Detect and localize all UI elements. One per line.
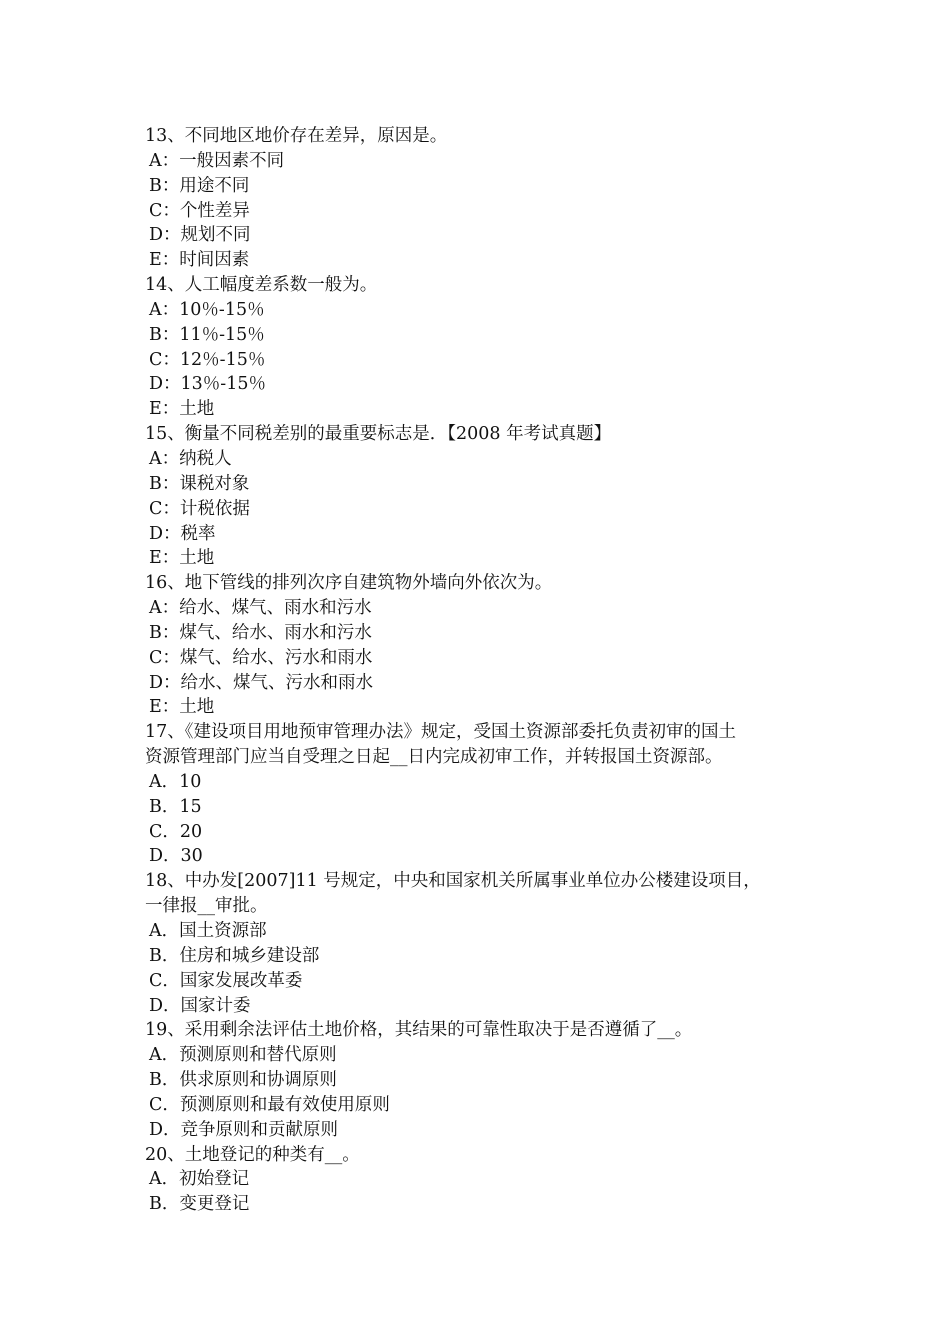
- question-16: 16、地下管线的排列次序自建筑物外墙向外依次为。: [145, 573, 553, 594]
- option-17-d: D．30: [149, 846, 203, 867]
- option-18-d: D．国家计委: [149, 995, 251, 1016]
- option-19-a: A．预测原则和替代原则: [149, 1045, 337, 1066]
- question-13: 13、不同地区地价存在差异，原因是。: [145, 126, 448, 146]
- option-18-c: C．国家发展改革委: [149, 970, 303, 991]
- option-16-d: D：给水、煤气、污水和雨水: [149, 672, 374, 693]
- question-18-line-1: 18、中办发[2007]11 号规定，中央和国家机关所属事业单位办公楼建设项目，: [145, 871, 761, 892]
- option-15-b: B：课税对象: [149, 473, 250, 494]
- option-16-c: C：煤气、给水、污水和雨水: [149, 647, 373, 668]
- option-14-c: C：12％-15％: [149, 349, 266, 370]
- option-13-e: E：时间因素: [149, 250, 250, 271]
- option-17-a: A．10: [149, 771, 202, 792]
- option-18-b: B．住房和城乡建设部: [149, 945, 320, 966]
- option-16-b: B：煤气、给水、雨水和污水: [149, 622, 372, 643]
- option-15-a: A：纳税人: [149, 448, 232, 469]
- option-14-a: A：10％-15％: [149, 299, 265, 320]
- question-18-line-2: 一律报__审批。: [145, 896, 268, 917]
- option-15-c: C：计税依据: [149, 498, 250, 519]
- option-14-e: E：土地: [149, 399, 215, 420]
- option-16-e: E：土地: [149, 697, 215, 718]
- option-17-b: B．15: [149, 796, 202, 817]
- option-20-b: B．变更登记: [149, 1194, 250, 1215]
- question-17-line-2: 资源管理部门应当自受理之日起__日内完成初审工作，并转报国土资源部。: [145, 747, 723, 768]
- question-14: 14、人工幅度差系数一般为。: [145, 275, 378, 296]
- document-page: [145, 124, 815, 1217]
- option-16-a: A：给水、煤气、雨水和污水: [149, 598, 372, 619]
- question-19: 19、采用剩余法评估土地价格，其结果的可靠性取决于是否遵循了__。: [145, 1020, 693, 1041]
- option-13-a: A：一般因素不同: [149, 150, 285, 171]
- question-15: 15、衡量不同税差别的最重要标志是．【2008 年考试真题】: [145, 424, 612, 445]
- option-17-c: C．20: [149, 821, 203, 842]
- option-19-b: B．供求原则和协调原则: [149, 1070, 337, 1091]
- option-15-e: E：土地: [149, 548, 215, 569]
- option-19-d: D．竞争原则和贡献原则: [149, 1119, 339, 1140]
- option-15-d: D：税率: [149, 523, 216, 544]
- question-17-line-1: 17、《建设项目用地预审管理办法》规定，受国土资源部委托负责初审的国土: [145, 722, 737, 743]
- option-13-b: B：用途不同: [149, 175, 250, 196]
- option-14-b: B：11％-15％: [149, 324, 265, 345]
- option-19-c: C．预测原则和最有效使用原则: [149, 1094, 390, 1115]
- option-14-d: D：13％-15％: [149, 374, 266, 395]
- option-18-a: A．国土资源部: [149, 921, 267, 941]
- option-13-d: D：规划不同: [149, 225, 251, 246]
- question-20: 20、土地登记的种类有__。: [145, 1144, 360, 1165]
- option-13-c: C：个性差异: [149, 200, 250, 221]
- option-20-a: A．初始登记: [149, 1169, 250, 1190]
